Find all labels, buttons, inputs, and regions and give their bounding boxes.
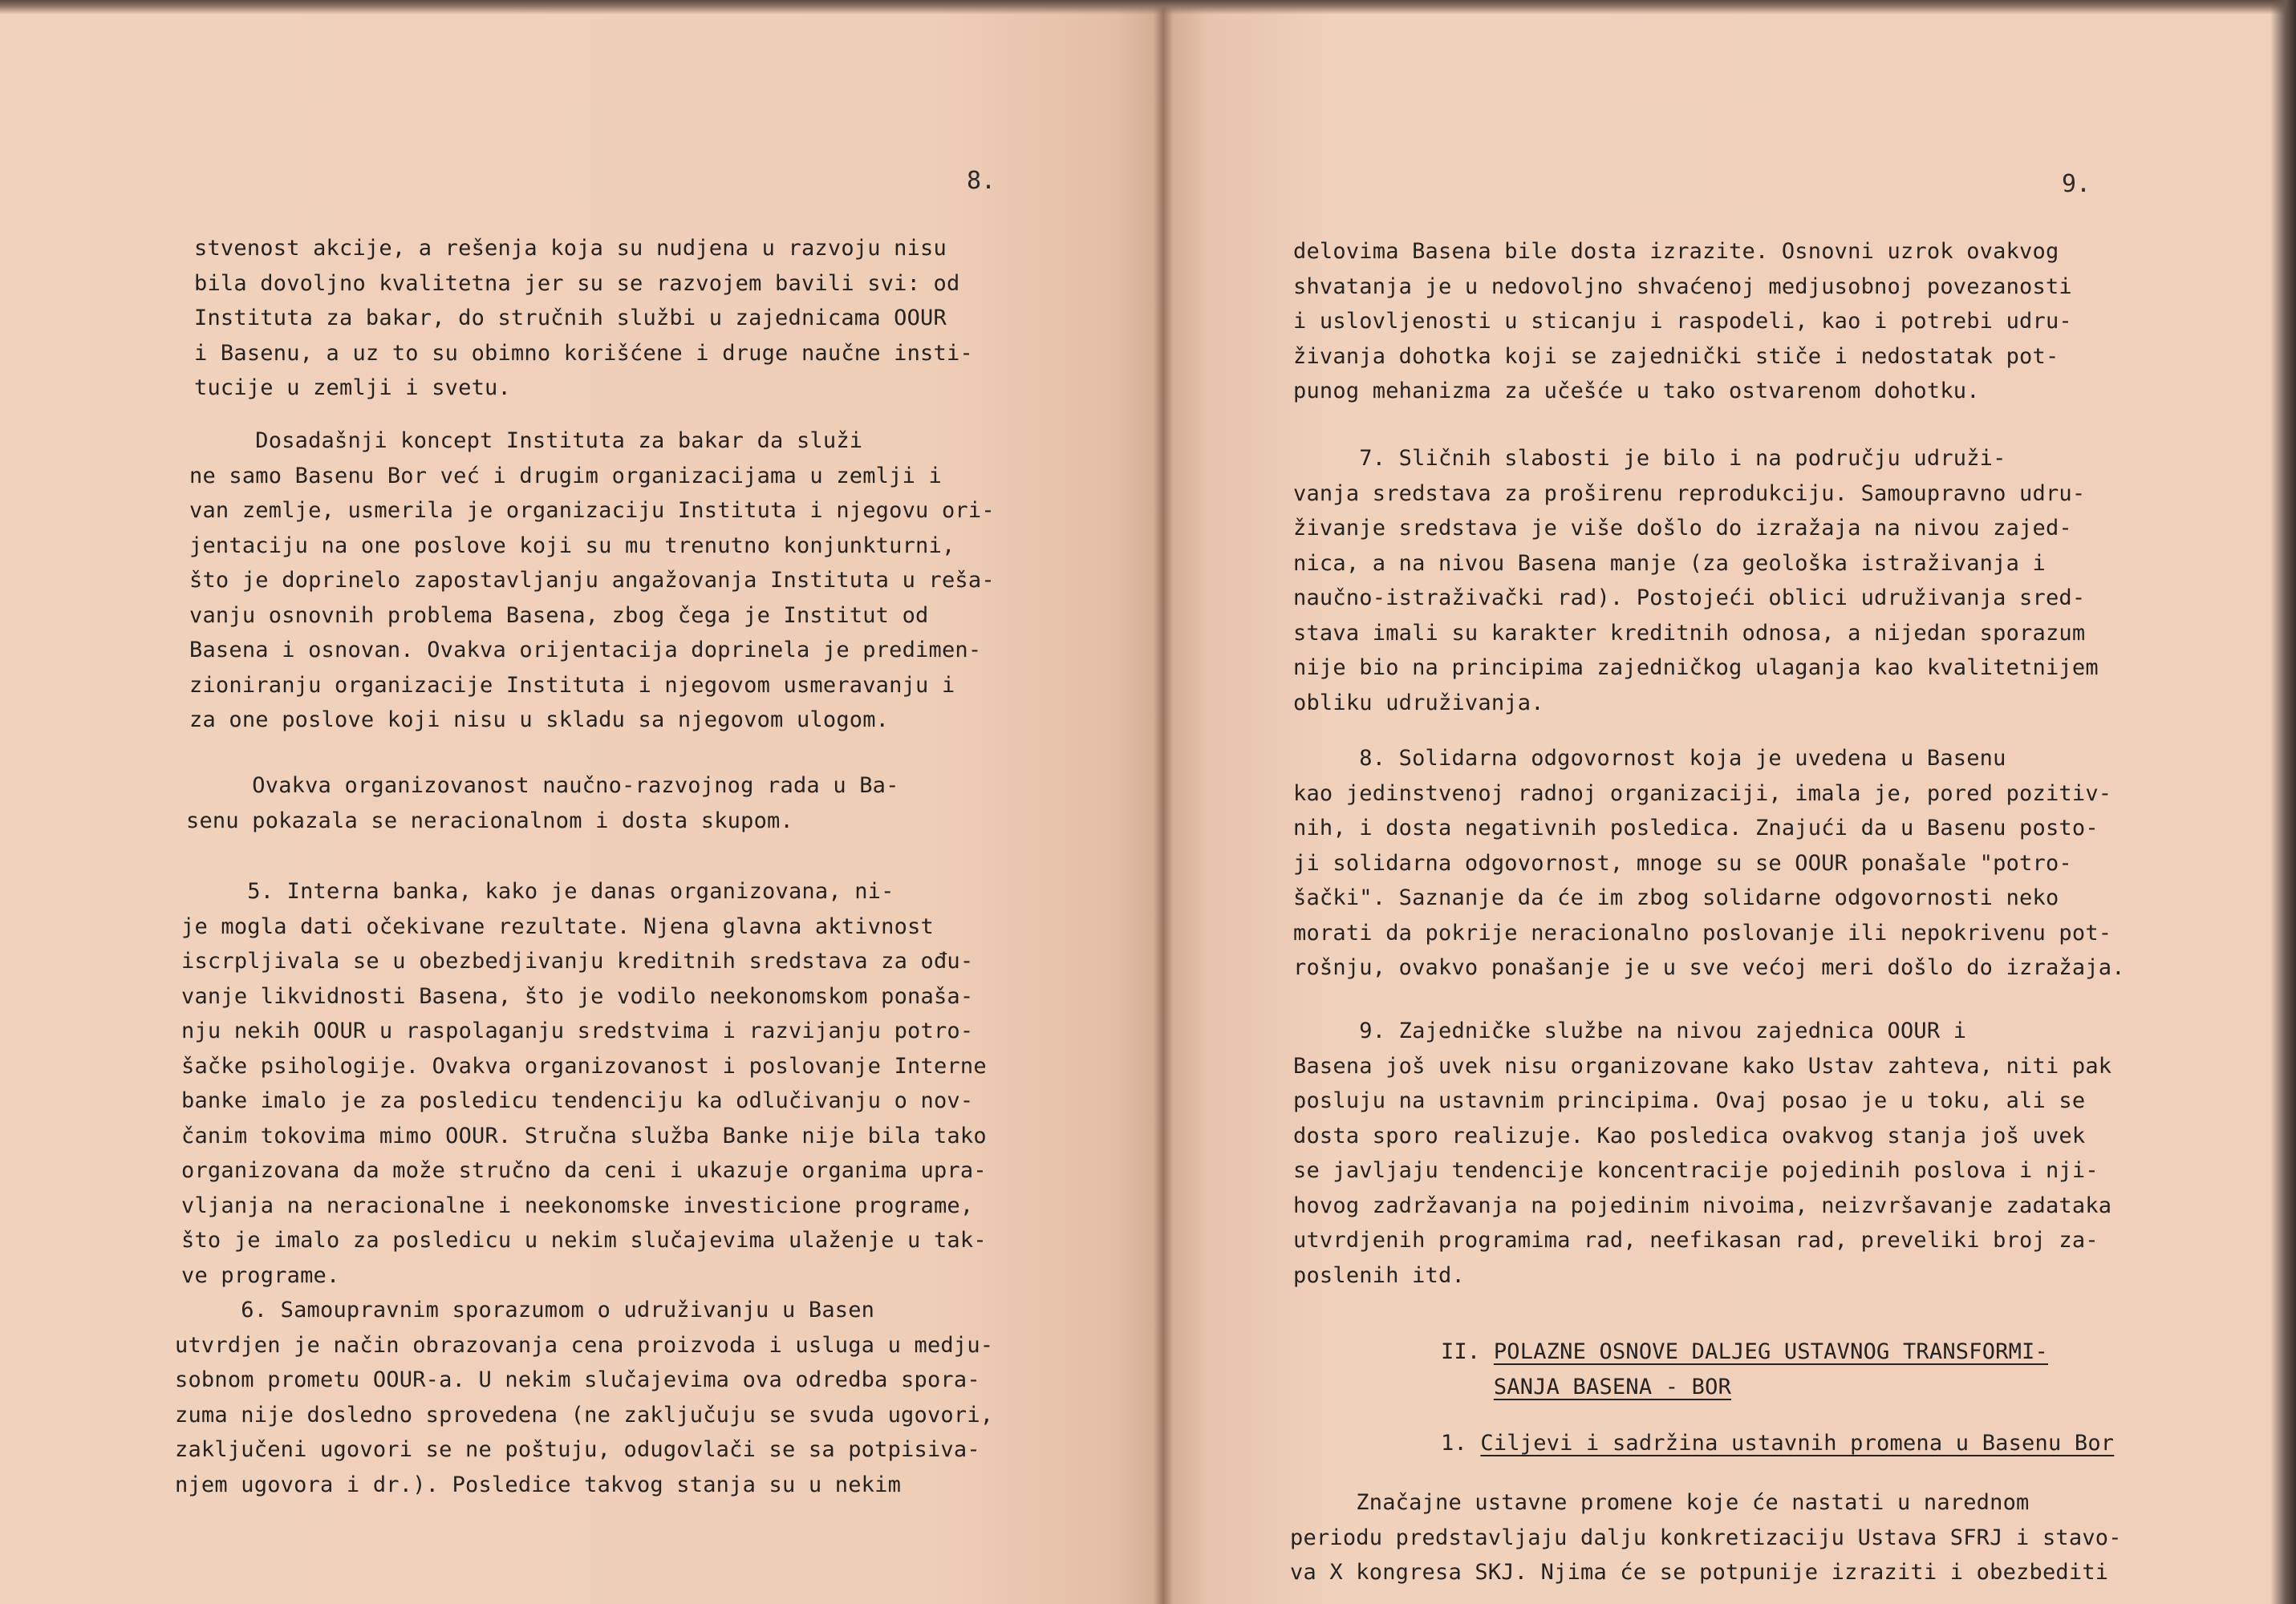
text-line: stava imali su karakter kreditnih odnosa, a nijedan sporazum bbox=[1293, 620, 2086, 646]
paragraph bbox=[1293, 741, 2125, 986]
paragraph bbox=[1293, 1014, 2111, 1293]
text-line: nije bio na principima zajedničkog ulaganja kao kvalitetnijem bbox=[1293, 655, 2099, 680]
text-line: živanje sredstava je više došlo do izražaja na nivou zajed- bbox=[1293, 516, 2072, 541]
text-line: 9. Zajedničke službe na nivou zajednica OOUR i bbox=[1293, 1019, 1967, 1043]
text-line: Značajne ustavne promene koje će nastati u narednom bbox=[1290, 1490, 2030, 1515]
text-line: nju nekih OOUR u raspolaganju sredstvima i razvijanju potro- bbox=[181, 1019, 974, 1043]
text-line: va X kongresa SKJ. Njima će se potpunije izraziti i obezbediti bbox=[1290, 1560, 2109, 1585]
text-line: nica, a na nivou Basena manje (za geološka istraživanja i bbox=[1293, 550, 2046, 576]
paragraph bbox=[1290, 1485, 2122, 1590]
paragraph bbox=[1293, 234, 2072, 409]
text-line: 6. Samoupravnim sporazumom o udruživanju u Basen bbox=[175, 1298, 875, 1322]
text-line: šački". Saznanje da će im zbog solidarne odgovornosti neko bbox=[1293, 885, 2059, 910]
text-line: bila dovoljno kvalitetna jer su se razvojem bavili svi: od bbox=[194, 270, 960, 296]
text-line: živanja dohotka koji se zajednički stiče i nedostatak pot- bbox=[1293, 343, 2059, 369]
text-line: 7. Sličnih slabosti je bilo i na području udruži- bbox=[1293, 446, 2006, 471]
text-line: vanju osnovnih problema Basena, zbog čega je Institut od bbox=[189, 602, 929, 628]
text-line: utvrdjenih programima rad, neefikasan rad, preveliki broj za- bbox=[1293, 1228, 2099, 1253]
paragraph bbox=[175, 1293, 993, 1502]
paragraph bbox=[194, 231, 973, 406]
text-line: 8. Solidarna odgovornost koja je uvedena u Basenu bbox=[1293, 746, 2006, 771]
text-line: Instituta za bakar, do stručnih službi u zajednicama OOUR bbox=[194, 306, 947, 330]
paragraph bbox=[181, 874, 987, 1293]
text-line: vljanja na neracionalne i neekonomske investicione programe, bbox=[181, 1193, 974, 1218]
subheading bbox=[1441, 1426, 2114, 1461]
text-line: vanja sredstava za proširenu reprodukciju. Samoupravno udru- bbox=[1293, 480, 2086, 506]
section-title-line1: POLAZNE OSNOVE DALJEG USTAVNOG TRANSFORMI- bbox=[1493, 1339, 2048, 1364]
paragraph bbox=[189, 423, 995, 738]
text-line: što je doprinelo zapostavljanju angažovanja Instituta u reša- bbox=[189, 568, 995, 593]
text-line: ve programe. bbox=[181, 1262, 340, 1288]
text-line: rošnju, ovakvo ponašanje je u sve većoj meri došlo do izražaja. bbox=[1293, 955, 2125, 980]
text-line: 5. Interna banka, kako je danas organizovana, ni- bbox=[181, 879, 894, 904]
text-line: vanje likvidnosti Basena, što je vodilo neekonomskom ponaša- bbox=[181, 983, 974, 1009]
text-line: za one poslove koji nisu u skladu sa njegovom ulogom. bbox=[189, 707, 890, 732]
subheading-number: 1. bbox=[1441, 1431, 1467, 1456]
text-line: tucije u zemlji i svetu. bbox=[194, 375, 511, 400]
section-number: II. bbox=[1441, 1339, 1481, 1364]
book-gutter bbox=[1154, 0, 1173, 1604]
text-line: hovog zadržavanja na pojedinim nivoima, neizvršavanje zadataka bbox=[1293, 1193, 2112, 1218]
text-line: senu pokazala se neracionalnom i dosta skupom. bbox=[186, 808, 793, 833]
text-line: njem ugovora i dr.). Posledice takvog stanja su u nekim bbox=[175, 1472, 902, 1497]
text-line: utvrdjen je način obrazovanja cena proizvoda i usluga u medju- bbox=[175, 1332, 994, 1358]
text-line: što je imalo za posledicu u nekim slučajevima ulaženje u tak- bbox=[181, 1228, 987, 1253]
text-line: čanim tokovima mimo OOUR. Stručna služba Banke nije bila tako bbox=[181, 1123, 987, 1148]
text-line: se javljaju tendencije koncentracije pojedinih poslova i nji- bbox=[1293, 1158, 2099, 1183]
text-line: je mogla dati očekivane rezultate. Njena glavna aktivnost bbox=[181, 913, 934, 939]
section-heading bbox=[1441, 1335, 2048, 1404]
text-line: zaključeni ugovori se ne poštuju, odugovlači se sa potpisiva- bbox=[175, 1437, 980, 1462]
paragraph bbox=[1293, 441, 2099, 720]
section-title-line2: SANJA BASENA - BOR bbox=[1493, 1374, 1732, 1399]
right-edge-shadow bbox=[2270, 0, 2296, 1604]
text-line: zioniranju organizacije Instituta i njegovom usmeravanju i bbox=[189, 672, 955, 698]
text-line: Ovakva organizovanost naučno-razvojnog rada u Ba- bbox=[186, 773, 899, 798]
text-line: poslenih itd. bbox=[1293, 1262, 1465, 1288]
right-page bbox=[1163, 0, 2296, 1604]
text-line: ji solidarna odgovornost, mnoge su se OOUR ponašale "potro- bbox=[1293, 850, 2072, 876]
page-number: 8. bbox=[967, 167, 996, 195]
text-line: jentaciju na one poslove koji su mu trenutno konjunkturni, bbox=[189, 533, 955, 558]
text-line: organizovana da može stručno da ceni i ukazuje organima upra- bbox=[181, 1158, 987, 1183]
text-line: zuma nije dosledno sprovedena (ne zaključuju se svuda ugovori, bbox=[175, 1402, 994, 1428]
text-line: sobnom prometu OOUR-a. U nekim slučajevima ova odredba spora- bbox=[175, 1367, 980, 1392]
text-line: i uslovljenosti u sticanju i raspodeli, kao i potrebi udru- bbox=[1293, 309, 2072, 334]
text-line: stvenost akcije, a rešenja koja su nudjena u razvoju nisu bbox=[194, 236, 947, 261]
subheading-text: Ciljevi i sadržina ustavnih promena u Basenu Bor bbox=[1480, 1431, 2115, 1456]
text-line: punog mehanizma za učešće u tako ostvarenom dohotku. bbox=[1293, 379, 1980, 403]
page-number: 9. bbox=[2062, 170, 2091, 198]
top-edge-shadow bbox=[0, 0, 2296, 14]
text-line: nih, i dosta negativnih posledica. Znajući da u Basenu posto- bbox=[1293, 816, 2099, 840]
text-line: periodu predstavljaju dalju konkretizaciju Ustava SFRJ i stavo- bbox=[1290, 1525, 2122, 1550]
text-line: Basena još uvek nisu organizovane kako Ustav zahteva, niti pak bbox=[1293, 1053, 2112, 1079]
text-line: kao jedinstvenoj radnoj organizaciji, imala je, pored pozitiv- bbox=[1293, 780, 2112, 806]
text-line: van zemlje, usmerila je organizaciju Instituta i njegovu ori- bbox=[189, 498, 995, 523]
text-line: iscrpljivala se u obezbedjivanju kreditnih sredstava za ođu- bbox=[181, 949, 974, 974]
text-line: posluju na ustavnim principima. Ovaj posao je u toku, ali se bbox=[1293, 1088, 2086, 1113]
text-line: šačke psihologije. Ovakva organizovanost i poslovanje Interne bbox=[181, 1053, 987, 1079]
text-line: Basena i osnovan. Ovakva orijentacija doprinela je predimen- bbox=[189, 638, 982, 662]
text-line: delovima Basena bile dosta izrazite. Osnovni uzrok ovakvog bbox=[1293, 239, 2059, 264]
paragraph bbox=[186, 768, 899, 838]
text-line: dosta sporo realizuje. Kao posledica ovakvog stanja još uvek bbox=[1293, 1123, 2086, 1148]
text-line: morati da pokrije neracionalno poslovanje ili nepokrivenu pot- bbox=[1293, 920, 2112, 946]
text-line: shvatanja je u nedovoljno shvaćenoj medjusobnoj povezanosti bbox=[1293, 273, 2072, 299]
text-line: Dosadašnji koncept Instituta za bakar da služi bbox=[189, 428, 863, 453]
text-line: obliku udruživanja. bbox=[1293, 690, 1544, 715]
text-line: banke imalo je za posledicu tendenciju ka odlučivanju o nov- bbox=[181, 1088, 974, 1113]
text-line: ne samo Basenu Bor već i drugim organizacijama u zemlji i bbox=[189, 463, 942, 488]
text-line: naučno-istraživački rad). Postojeći oblici udruživanja sred- bbox=[1293, 585, 2086, 610]
text-line: i Basenu, a uz to su obimno korišćene i druge naučne insti- bbox=[194, 340, 973, 366]
